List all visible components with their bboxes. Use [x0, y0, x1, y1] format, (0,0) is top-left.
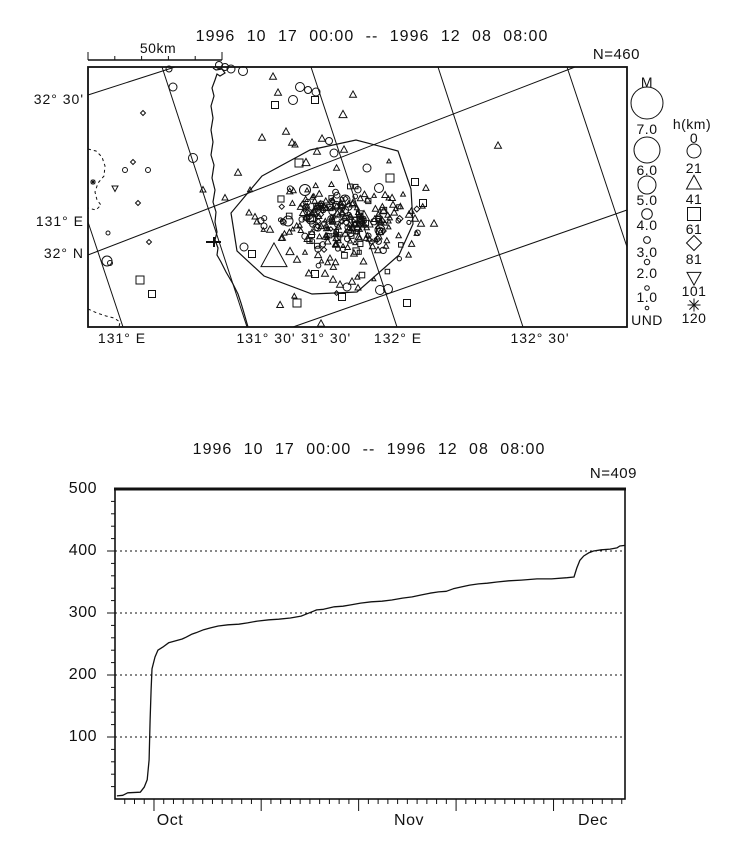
legend-magnitude-label-3: 4.0	[636, 217, 658, 233]
map-event-count: N=460	[592, 46, 640, 63]
y-axis-tick-label-3: 400	[68, 542, 97, 559]
legend-depth-label-2: 41	[685, 191, 703, 207]
map-left-axis-label-2: 32° N	[43, 245, 84, 261]
legend-depth-label-0: 0	[689, 130, 699, 146]
map-bottom-axis-label-0: 131° E	[97, 330, 147, 346]
map-coastline	[88, 68, 248, 327]
cumulative-frame-and-ticks	[107, 489, 626, 811]
x-axis-month-label-1: Nov	[394, 812, 424, 829]
map-title: 1996 10 17 00:00 -- 1996 12 08 08:00	[195, 28, 549, 45]
map-bottom-axis-label-3: 132° E	[373, 330, 423, 346]
legend-magnitude-label-6: 1.0	[636, 289, 658, 305]
cumulative-event-count: N=409	[589, 465, 637, 482]
x-axis-month-label-0: Oct	[156, 812, 184, 829]
legend-magnitude-label-5: 2.0	[636, 265, 658, 281]
legend-magnitude-label-1: 6.0	[636, 162, 658, 178]
y-axis-tick-label-2: 300	[68, 604, 97, 621]
legend-magnitude-label-0: 7.0	[636, 121, 658, 137]
legend-magnitude-label-7: UND	[631, 312, 663, 328]
map-bottom-axis-label-4: 132° 30'	[510, 330, 570, 346]
legend-depth-label-5: 101	[681, 283, 707, 299]
map-epicenter-symbols	[90, 62, 502, 327]
legend-depth-label-1: 21	[685, 160, 703, 176]
y-axis-tick-label-1: 200	[68, 666, 97, 683]
legend-depth-label-6: 120	[681, 310, 707, 326]
legend-depth-label-3: 61	[685, 221, 703, 237]
map-left-axis-label-0: 32° 30'	[33, 91, 84, 107]
legend-depth-header: h(km)	[672, 116, 712, 132]
y-axis-tick-label-0: 100	[68, 728, 97, 745]
map-left-axis-label-1: 131° E	[35, 213, 84, 229]
legend-depth-label-4: 81	[685, 251, 703, 267]
x-axis-month-label-2: Dec	[578, 812, 608, 829]
cumulative-curve	[117, 545, 625, 796]
map-bottom-axis-label-2: 31° 30'	[300, 330, 352, 346]
legend-magnitude-header: M	[640, 74, 654, 90]
cumulative-title: 1996 10 17 00:00 -- 1996 12 08 08:00	[192, 441, 546, 458]
legend-magnitude-label-2: 5.0	[636, 192, 658, 208]
y-axis-tick-label-4: 500	[68, 480, 97, 497]
scale-bar-label: 50km	[139, 40, 177, 56]
map-bottom-axis-label-1: 131° 30'	[236, 330, 296, 346]
legend-magnitude-label-4: 3.0	[636, 244, 658, 260]
